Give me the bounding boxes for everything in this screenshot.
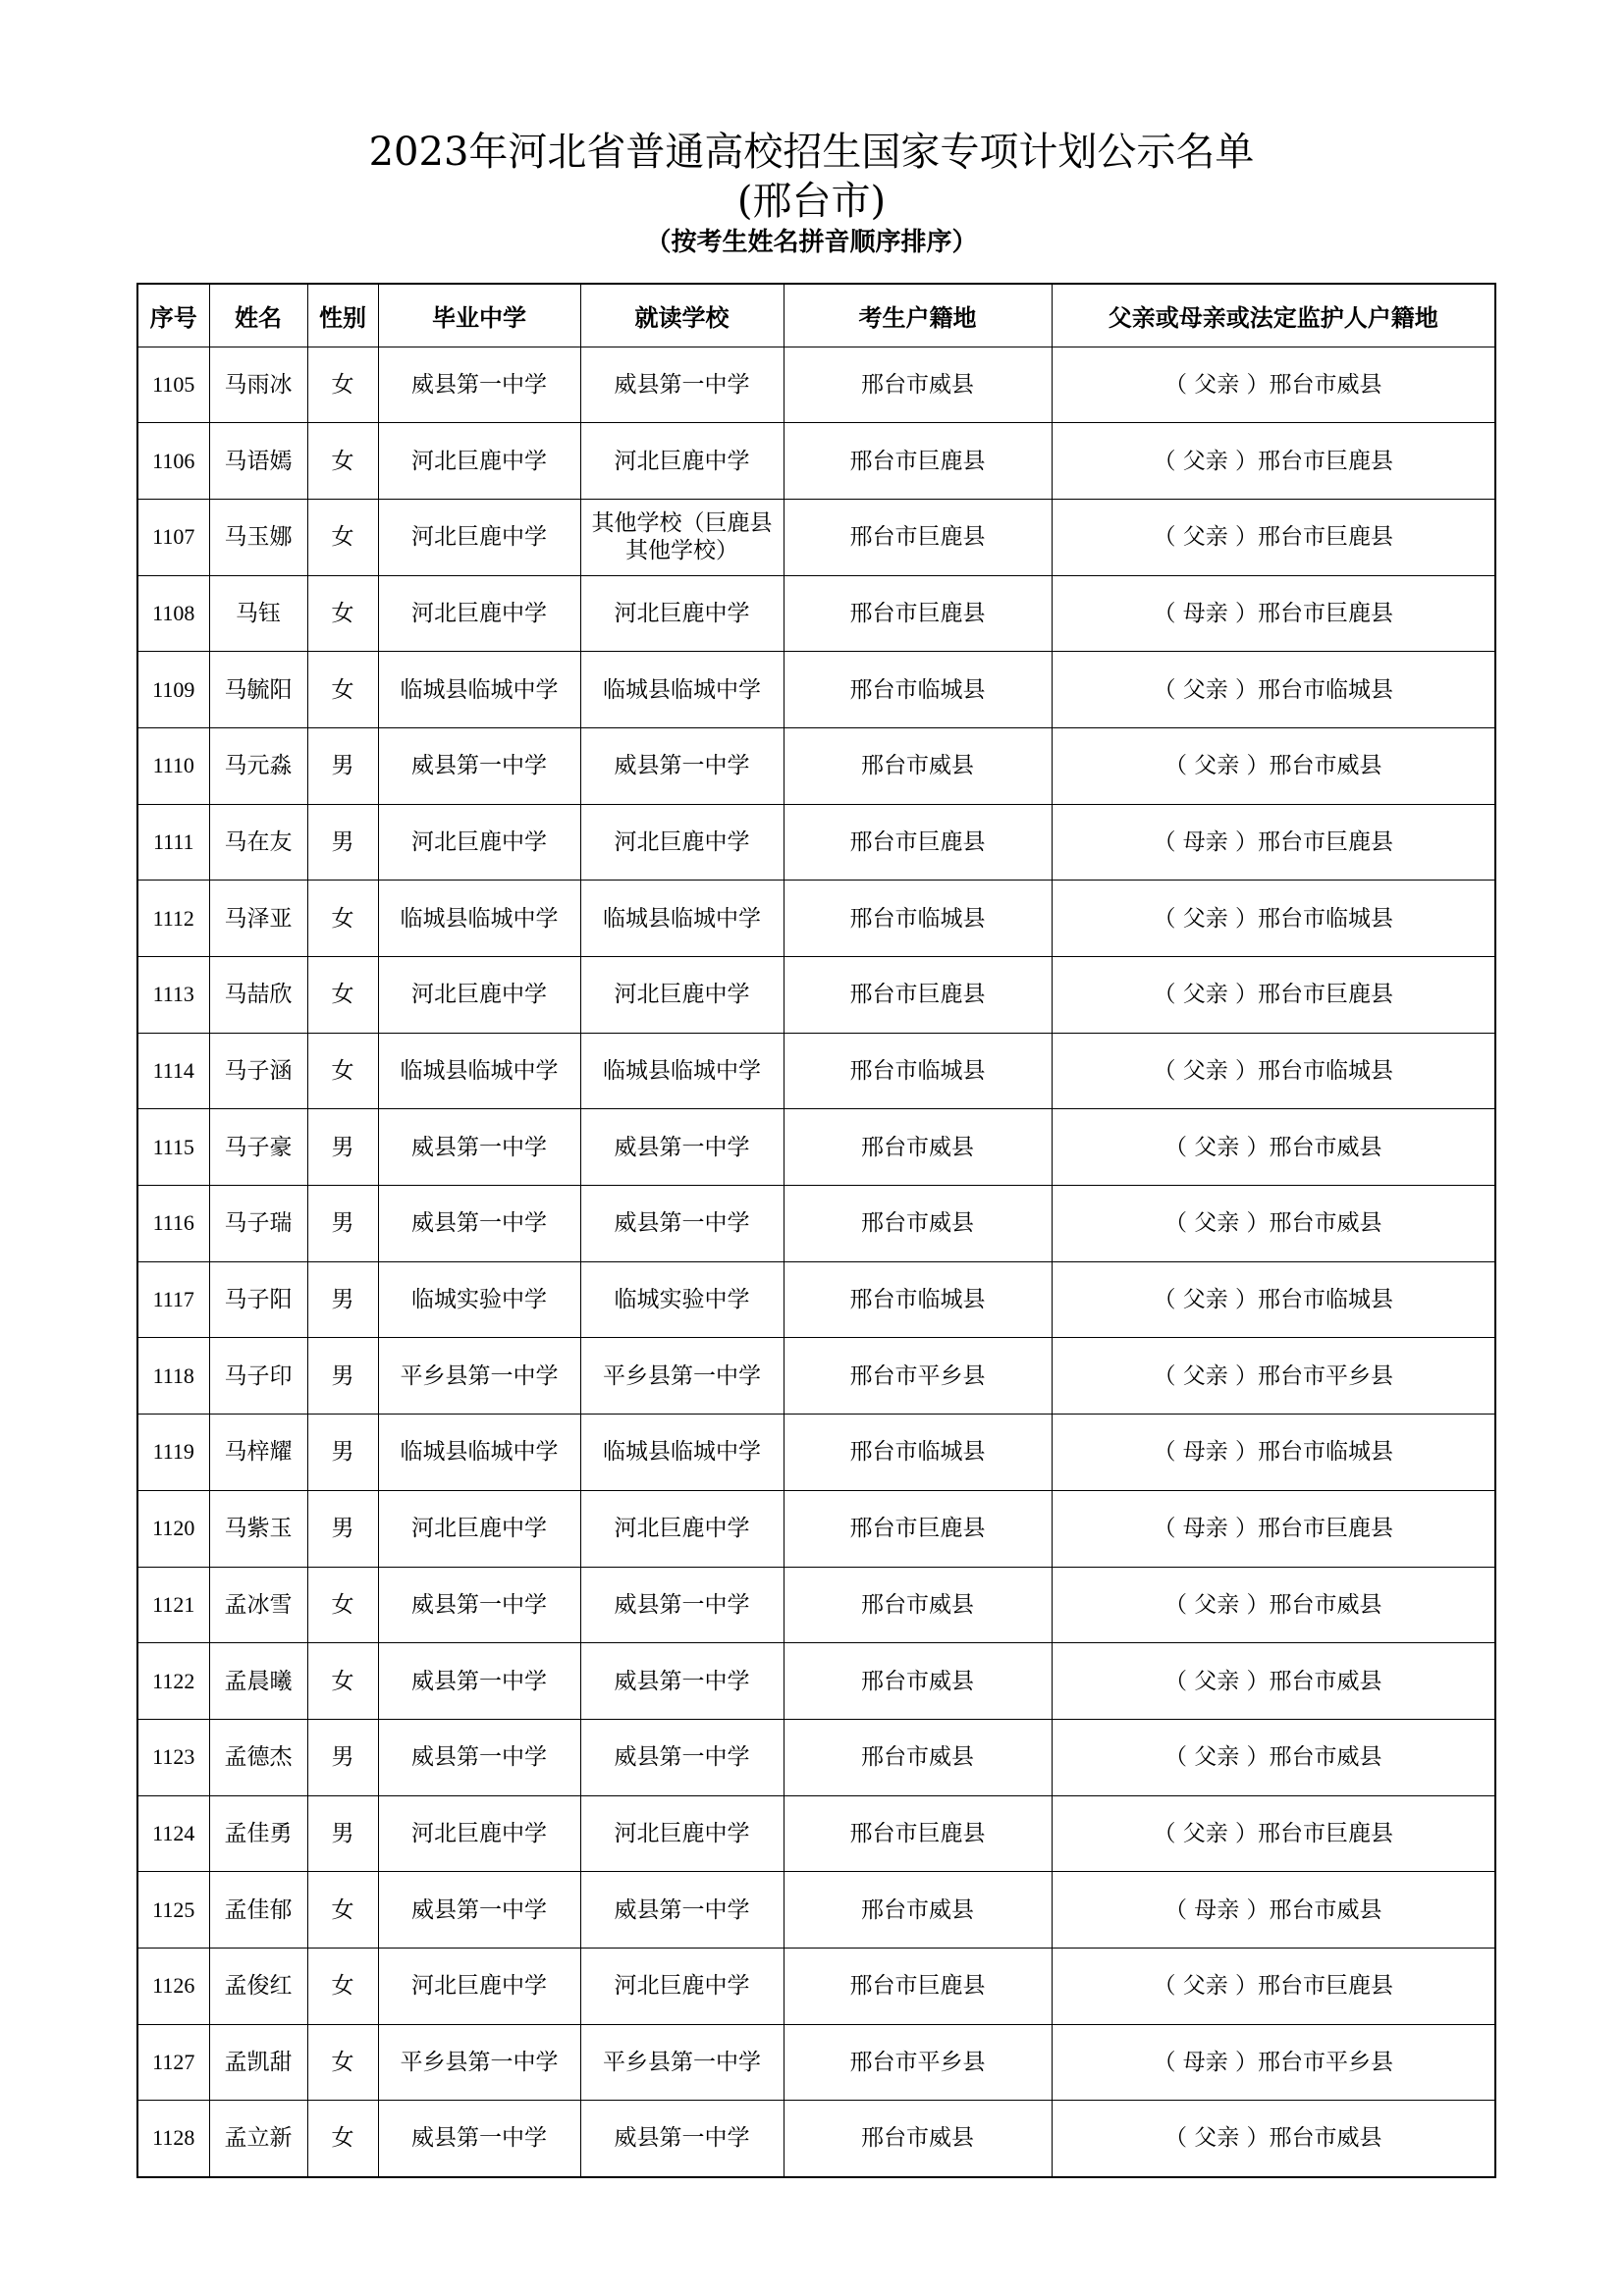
cell-seq: 1114 (137, 1033, 209, 1109)
cell-gender: 女 (307, 881, 378, 957)
cell-guardian-hukou: （ 父亲 ）邢台市威县 (1052, 1567, 1495, 1643)
city-subtitle: (邢台市) (736, 179, 887, 224)
cell-name: 孟凯甜 (209, 2024, 307, 2101)
cell-current-school: 临城县临城中学 (580, 881, 784, 957)
cell-seq: 1116 (137, 1186, 209, 1262)
cell-gender: 女 (307, 1948, 378, 2024)
cell-gender: 男 (307, 1186, 378, 1262)
cell-grad-school: 河北巨鹿中学 (378, 1948, 580, 2024)
cell-seq: 1123 (137, 1719, 209, 1795)
cell-name: 马紫玉 (209, 1490, 307, 1567)
cell-name: 孟佳郁 (209, 1872, 307, 1949)
cell-gender: 女 (307, 499, 378, 575)
roster-table (136, 283, 1496, 2178)
cell-hukou: 邢台市临城县 (784, 881, 1052, 957)
cell-hukou: 邢台市巨鹿县 (784, 575, 1052, 652)
cell-current-school: 威县第一中学 (580, 1719, 784, 1795)
cell-current-school: 其他学校（巨鹿县其他学校） (580, 499, 784, 575)
cell-grad-school: 威县第一中学 (378, 1109, 580, 1186)
column-header-gender: 性别 (307, 284, 378, 347)
table-row (137, 1948, 1495, 2024)
cell-seq: 1122 (137, 1643, 209, 1720)
cell-current-school: 河北巨鹿中学 (580, 1795, 784, 1872)
cell-seq: 1106 (137, 423, 209, 500)
cell-seq: 1125 (137, 1872, 209, 1949)
table-body (137, 347, 1495, 2177)
cell-seq: 1105 (137, 347, 209, 423)
table-row (137, 2101, 1495, 2177)
cell-grad-school: 威县第一中学 (378, 1643, 580, 1720)
column-header-grad-school: 毕业中学 (378, 284, 580, 347)
column-header-hukou: 考生户籍地 (784, 284, 1052, 347)
cell-current-school: 河北巨鹿中学 (580, 1490, 784, 1567)
cell-grad-school: 平乡县第一中学 (378, 1338, 580, 1415)
cell-guardian-hukou: （ 父亲 ）邢台市巨鹿县 (1052, 957, 1495, 1034)
cell-gender: 女 (307, 652, 378, 728)
cell-name: 马在友 (209, 804, 307, 881)
cell-seq: 1109 (137, 652, 209, 728)
cell-grad-school: 威县第一中学 (378, 347, 580, 423)
cell-name: 马钰 (209, 575, 307, 652)
cell-name: 马泽亚 (209, 881, 307, 957)
cell-current-school: 平乡县第一中学 (580, 1338, 784, 1415)
cell-current-school: 临城县临城中学 (580, 1415, 784, 1491)
cell-current-school: 威县第一中学 (580, 1872, 784, 1949)
cell-current-school: 威县第一中学 (580, 727, 784, 804)
table-row (137, 1109, 1495, 1186)
cell-gender: 男 (307, 727, 378, 804)
cell-current-school: 威县第一中学 (580, 2101, 784, 2177)
cell-name: 马毓阳 (209, 652, 307, 728)
cell-name: 马玉娜 (209, 499, 307, 575)
cell-current-school: 河北巨鹿中学 (580, 1948, 784, 2024)
cell-grad-school: 威县第一中学 (378, 1567, 580, 1643)
cell-current-school: 临城县临城中学 (580, 652, 784, 728)
cell-current-school: 临城县临城中学 (580, 1033, 784, 1109)
cell-grad-school: 河北巨鹿中学 (378, 1490, 580, 1567)
cell-name: 马子印 (209, 1338, 307, 1415)
cell-gender: 女 (307, 2101, 378, 2177)
cell-gender: 男 (307, 1719, 378, 1795)
cell-hukou: 邢台市威县 (784, 727, 1052, 804)
cell-grad-school: 威县第一中学 (378, 1872, 580, 1949)
cell-guardian-hukou: （ 父亲 ）邢台市威县 (1052, 727, 1495, 804)
cell-name: 马梓耀 (209, 1415, 307, 1491)
cell-seq: 1111 (137, 804, 209, 881)
cell-current-school: 河北巨鹿中学 (580, 957, 784, 1034)
cell-name: 马子涵 (209, 1033, 307, 1109)
cell-grad-school: 临城县临城中学 (378, 1415, 580, 1491)
cell-guardian-hukou: （ 父亲 ）邢台市巨鹿县 (1052, 1795, 1495, 1872)
cell-grad-school: 平乡县第一中学 (378, 2024, 580, 2101)
cell-hukou: 邢台市巨鹿县 (784, 1948, 1052, 2024)
table-row (137, 347, 1495, 423)
cell-name: 孟晨曦 (209, 1643, 307, 1720)
cell-grad-school: 临城县临城中学 (378, 1033, 580, 1109)
cell-seq: 1128 (137, 2101, 209, 2177)
cell-name: 马喆欣 (209, 957, 307, 1034)
cell-name: 马元淼 (209, 727, 307, 804)
cell-seq: 1115 (137, 1109, 209, 1186)
cell-hukou: 邢台市威县 (784, 2101, 1052, 2177)
cell-current-school: 河北巨鹿中学 (580, 423, 784, 500)
cell-seq: 1121 (137, 1567, 209, 1643)
cell-current-school: 威县第一中学 (580, 1567, 784, 1643)
cell-hukou: 邢台市巨鹿县 (784, 957, 1052, 1034)
cell-hukou: 邢台市威县 (784, 1109, 1052, 1186)
cell-guardian-hukou: （ 父亲 ）邢台市临城县 (1052, 881, 1495, 957)
cell-guardian-hukou: （ 母亲 ）邢台市巨鹿县 (1052, 575, 1495, 652)
table-row (137, 1872, 1495, 1949)
cell-grad-school: 威县第一中学 (378, 2101, 580, 2177)
cell-seq: 1110 (137, 727, 209, 804)
cell-guardian-hukou: （ 母亲 ）邢台市平乡县 (1052, 2024, 1495, 2101)
cell-current-school: 河北巨鹿中学 (580, 575, 784, 652)
cell-gender: 女 (307, 423, 378, 500)
cell-grad-school: 河北巨鹿中学 (378, 804, 580, 881)
cell-hukou: 邢台市巨鹿县 (784, 499, 1052, 575)
cell-current-school: 临城实验中学 (580, 1261, 784, 1338)
cell-gender: 女 (307, 2024, 378, 2101)
column-header-guardian-hukou: 父亲或母亲或法定监护人户籍地 (1052, 284, 1495, 347)
cell-grad-school: 河北巨鹿中学 (378, 423, 580, 500)
cell-guardian-hukou: （ 父亲 ）邢台市巨鹿县 (1052, 1948, 1495, 2024)
cell-gender: 女 (307, 347, 378, 423)
cell-hukou: 邢台市巨鹿县 (784, 1795, 1052, 1872)
table-row (137, 1490, 1495, 1567)
cell-guardian-hukou: （ 父亲 ）邢台市临城县 (1052, 1261, 1495, 1338)
cell-gender: 男 (307, 804, 378, 881)
cell-guardian-hukou: （ 母亲 ）邢台市临城县 (1052, 1415, 1495, 1491)
cell-name: 马子阳 (209, 1261, 307, 1338)
cell-gender: 女 (307, 1033, 378, 1109)
cell-guardian-hukou: （ 父亲 ）邢台市威县 (1052, 1719, 1495, 1795)
column-header-name: 姓名 (209, 284, 307, 347)
page-title: 2023年河北省普通高校招生国家专项计划公示名单 (368, 130, 1255, 175)
cell-current-school: 威县第一中学 (580, 347, 784, 423)
cell-hukou: 邢台市临城县 (784, 652, 1052, 728)
cell-name: 孟德杰 (209, 1719, 307, 1795)
column-header-current-school: 就读学校 (580, 284, 784, 347)
cell-hukou: 邢台市威县 (784, 1567, 1052, 1643)
cell-guardian-hukou: （ 父亲 ）邢台市巨鹿县 (1052, 423, 1495, 500)
cell-name: 孟佳勇 (209, 1795, 307, 1872)
cell-hukou: 邢台市巨鹿县 (784, 804, 1052, 881)
cell-name: 孟立新 (209, 2101, 307, 2177)
table-row (137, 423, 1495, 500)
table-row (137, 727, 1495, 804)
cell-gender: 女 (307, 957, 378, 1034)
cell-gender: 男 (307, 1490, 378, 1567)
cell-grad-school: 临城县临城中学 (378, 652, 580, 728)
cell-gender: 男 (307, 1261, 378, 1338)
cell-guardian-hukou: （ 父亲 ）邢台市平乡县 (1052, 1338, 1495, 1415)
cell-name: 马语嫣 (209, 423, 307, 500)
cell-seq: 1127 (137, 2024, 209, 2101)
table-row (137, 1795, 1495, 1872)
table-row (137, 957, 1495, 1034)
cell-seq: 1113 (137, 957, 209, 1034)
cell-seq: 1119 (137, 1415, 209, 1491)
table-row (137, 575, 1495, 652)
cell-guardian-hukou: （ 父亲 ）邢台市临城县 (1052, 652, 1495, 728)
cell-current-school: 威县第一中学 (580, 1109, 784, 1186)
table-row (137, 1186, 1495, 1262)
table-row (137, 1719, 1495, 1795)
cell-guardian-hukou: （ 母亲 ）邢台市巨鹿县 (1052, 804, 1495, 881)
table-row (137, 804, 1495, 881)
cell-seq: 1112 (137, 881, 209, 957)
cell-seq: 1120 (137, 1490, 209, 1567)
cell-hukou: 邢台市临城县 (784, 1261, 1052, 1338)
cell-hukou: 邢台市临城县 (784, 1033, 1052, 1109)
cell-gender: 女 (307, 1567, 378, 1643)
cell-guardian-hukou: （ 父亲 ）邢台市威县 (1052, 2101, 1495, 2177)
cell-hukou: 邢台市平乡县 (784, 2024, 1052, 2101)
cell-seq: 1107 (137, 499, 209, 575)
cell-seq: 1124 (137, 1795, 209, 1872)
cell-current-school: 威县第一中学 (580, 1643, 784, 1720)
cell-seq: 1118 (137, 1338, 209, 1415)
cell-seq: 1117 (137, 1261, 209, 1338)
cell-gender: 男 (307, 1795, 378, 1872)
sort-note: （按考生姓名拼音顺序排序） (645, 228, 978, 257)
table-row (137, 652, 1495, 728)
cell-name: 马子豪 (209, 1109, 307, 1186)
cell-gender: 男 (307, 1109, 378, 1186)
cell-gender: 女 (307, 575, 378, 652)
cell-guardian-hukou: （ 母亲 ）邢台市巨鹿县 (1052, 1490, 1495, 1567)
cell-name: 孟俊红 (209, 1948, 307, 2024)
table-row (137, 1415, 1495, 1491)
table-row (137, 1261, 1495, 1338)
cell-gender: 男 (307, 1338, 378, 1415)
cell-current-school: 河北巨鹿中学 (580, 804, 784, 881)
cell-hukou: 邢台市巨鹿县 (784, 1490, 1052, 1567)
cell-grad-school: 河北巨鹿中学 (378, 957, 580, 1034)
cell-hukou: 邢台市巨鹿县 (784, 423, 1052, 500)
cell-current-school: 平乡县第一中学 (580, 2024, 784, 2101)
cell-grad-school: 威县第一中学 (378, 1719, 580, 1795)
table-row (137, 881, 1495, 957)
cell-hukou: 邢台市临城县 (784, 1415, 1052, 1491)
table-row (137, 1338, 1495, 1415)
cell-hukou: 邢台市威县 (784, 1643, 1052, 1720)
cell-grad-school: 河北巨鹿中学 (378, 575, 580, 652)
table-row (137, 499, 1495, 575)
cell-gender: 女 (307, 1643, 378, 1720)
cell-seq: 1108 (137, 575, 209, 652)
cell-gender: 男 (307, 1415, 378, 1491)
cell-guardian-hukou: （ 父亲 ）邢台市威县 (1052, 1109, 1495, 1186)
cell-guardian-hukou: （ 父亲 ）邢台市临城县 (1052, 1033, 1495, 1109)
cell-name: 孟冰雪 (209, 1567, 307, 1643)
table-row (137, 2024, 1495, 2101)
cell-guardian-hukou: （ 父亲 ）邢台市威县 (1052, 1643, 1495, 1720)
cell-guardian-hukou: （ 父亲 ）邢台市威县 (1052, 1186, 1495, 1262)
cell-name: 马雨冰 (209, 347, 307, 423)
table-header (137, 284, 1495, 347)
cell-grad-school: 河北巨鹿中学 (378, 499, 580, 575)
cell-grad-school: 临城实验中学 (378, 1261, 580, 1338)
cell-name: 马子瑞 (209, 1186, 307, 1262)
cell-grad-school: 河北巨鹿中学 (378, 1795, 580, 1872)
cell-guardian-hukou: （ 母亲 ）邢台市威县 (1052, 1872, 1495, 1949)
cell-hukou: 邢台市威县 (784, 1719, 1052, 1795)
table-row (137, 1033, 1495, 1109)
cell-hukou: 邢台市威县 (784, 347, 1052, 423)
table-row (137, 1567, 1495, 1643)
cell-hukou: 邢台市平乡县 (784, 1338, 1052, 1415)
cell-hukou: 邢台市威县 (784, 1186, 1052, 1262)
cell-grad-school: 威县第一中学 (378, 1186, 580, 1262)
cell-hukou: 邢台市威县 (784, 1872, 1052, 1949)
table-row (137, 1643, 1495, 1720)
cell-seq: 1126 (137, 1948, 209, 2024)
cell-guardian-hukou: （ 父亲 ）邢台市威县 (1052, 347, 1495, 423)
column-header-seq: 序号 (137, 284, 209, 347)
cell-grad-school: 威县第一中学 (378, 727, 580, 804)
header-row (137, 284, 1495, 347)
cell-gender: 女 (307, 1872, 378, 1949)
cell-grad-school: 临城县临城中学 (378, 881, 580, 957)
cell-guardian-hukou: （ 父亲 ）邢台市巨鹿县 (1052, 499, 1495, 575)
cell-current-school: 威县第一中学 (580, 1186, 784, 1262)
